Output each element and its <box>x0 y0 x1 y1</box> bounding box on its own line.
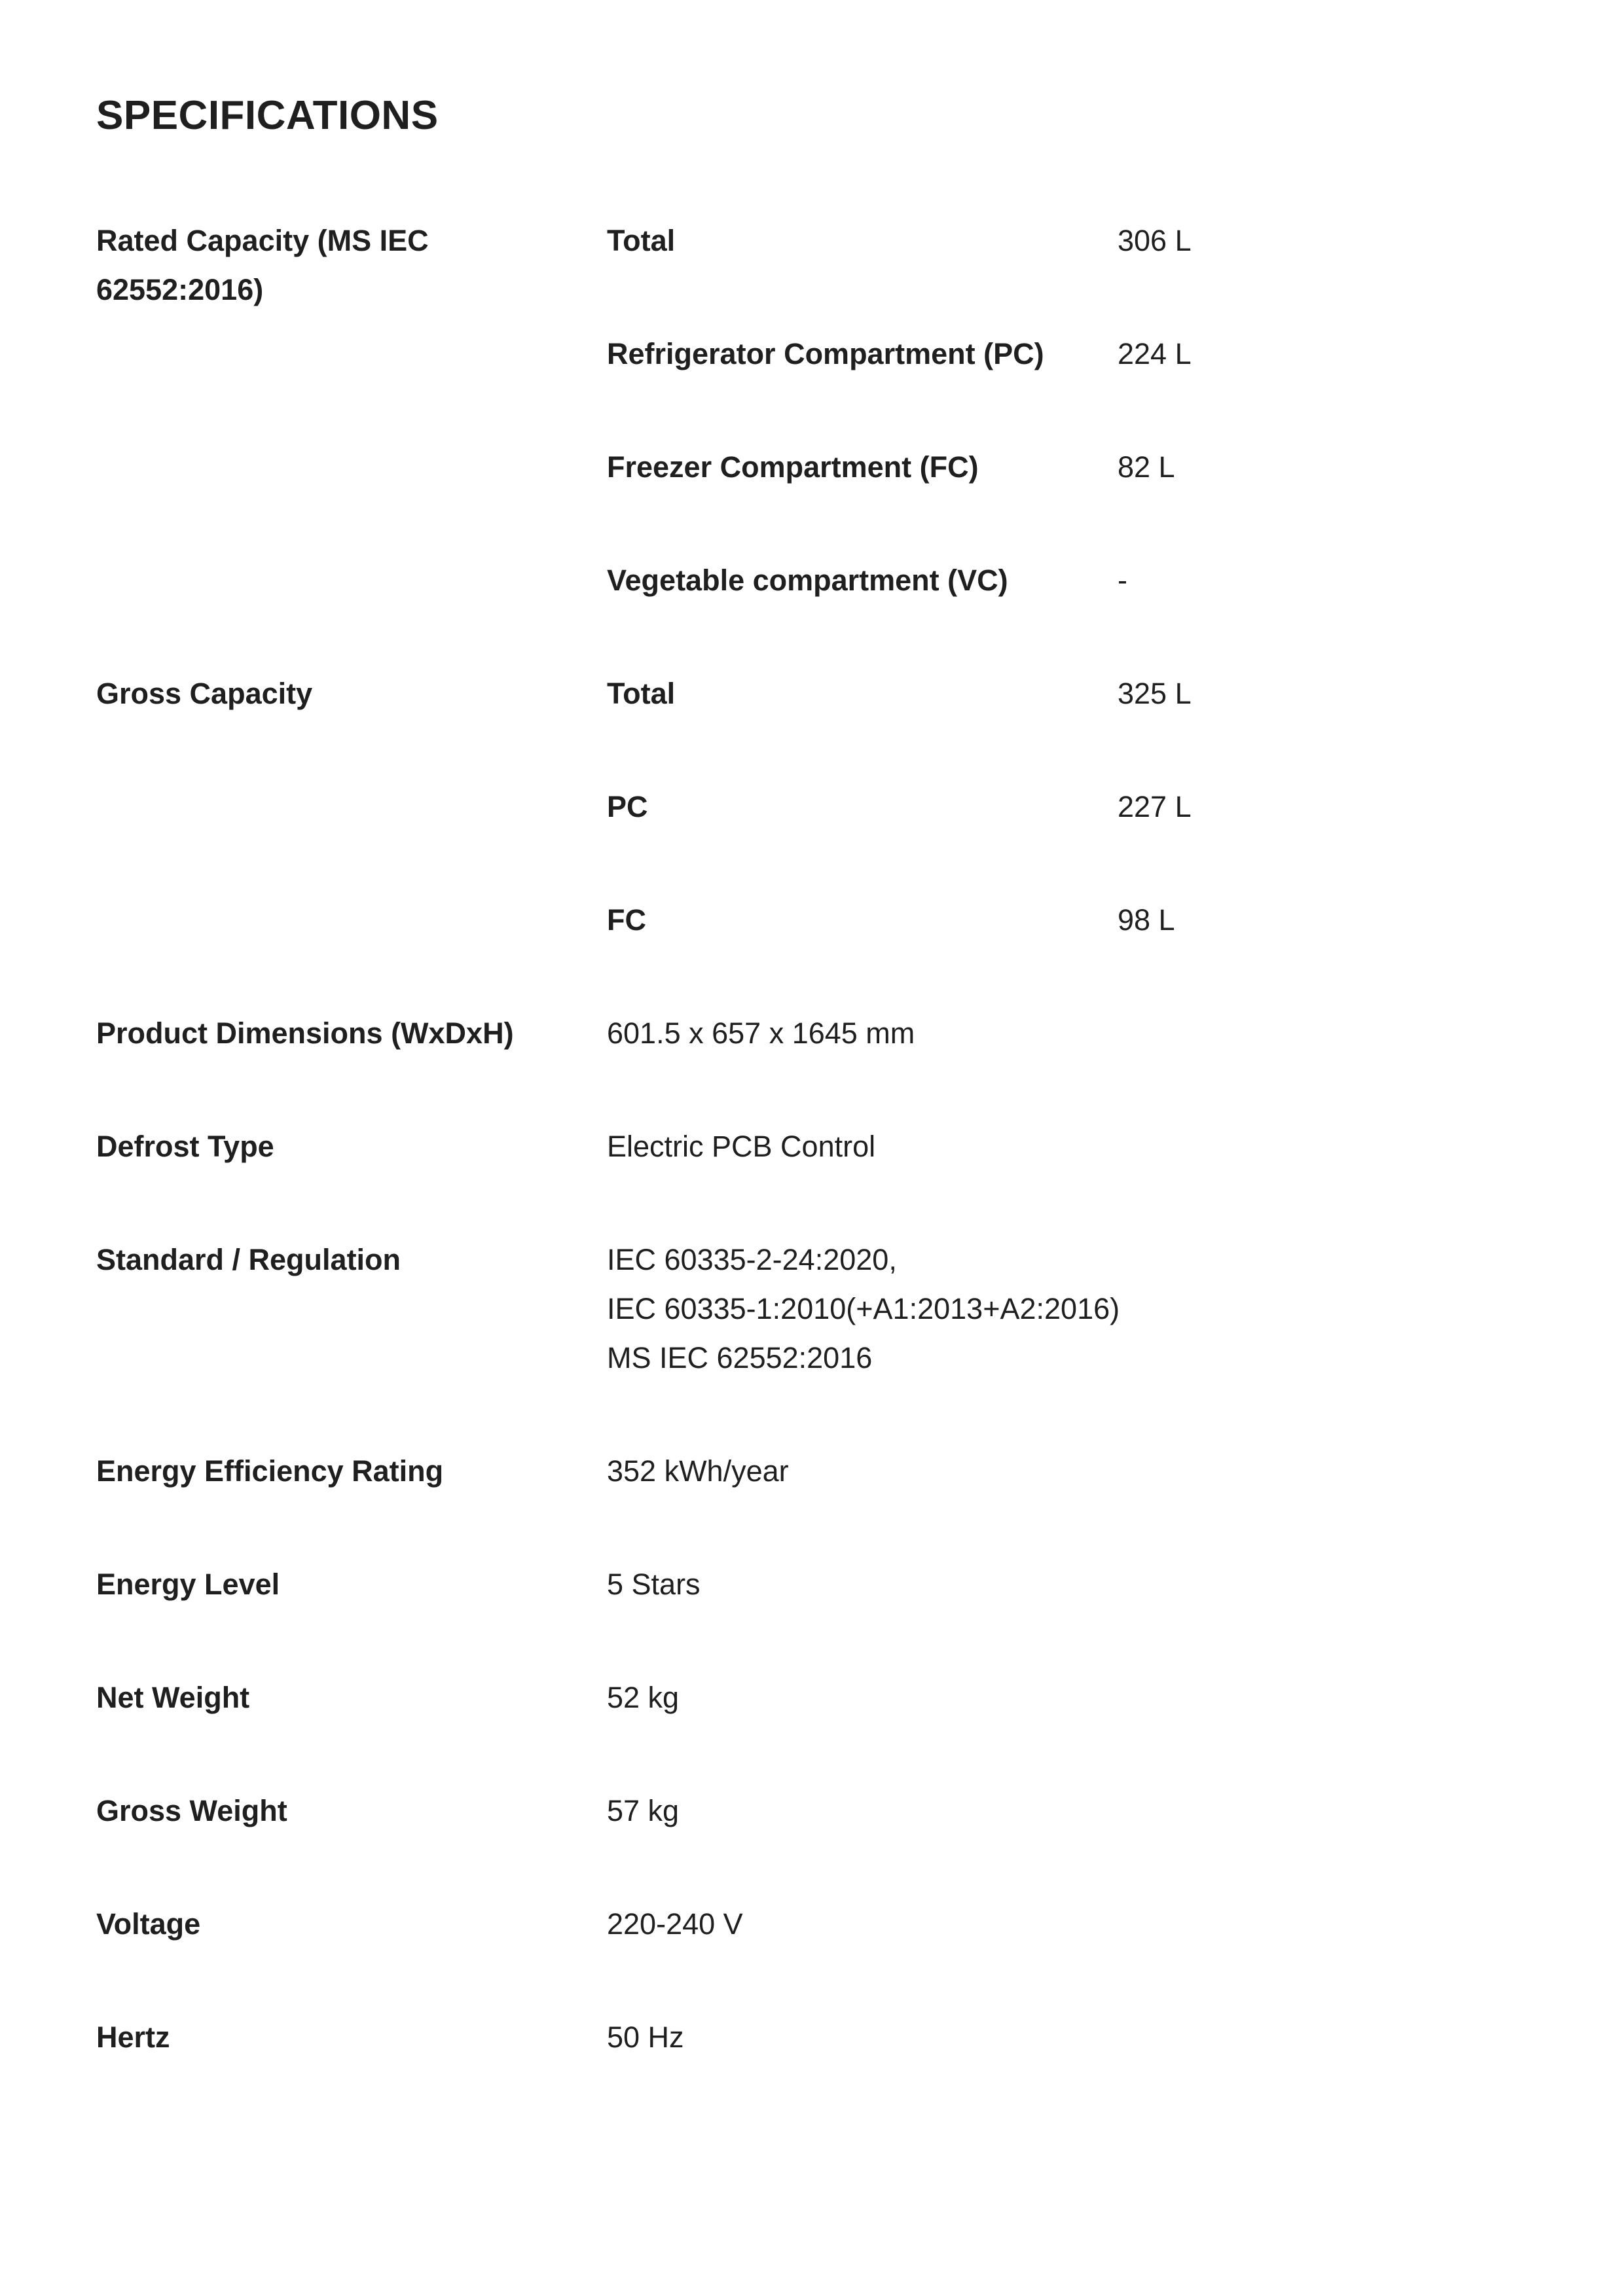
spec-value: 352 kWh/year <box>607 1454 789 1488</box>
spec-label-rated-capacity <box>96 216 555 314</box>
rated-capacity-label-line1: Rated Capacity (MS IEC <box>96 224 429 257</box>
spec-label: Energy Efficiency Rating <box>96 1454 444 1488</box>
spec-value: 5 Stars <box>607 1568 701 1601</box>
spec-sublabel: Vegetable compartment (VC) <box>607 564 1008 597</box>
spec-value: 227 L <box>1118 790 1192 823</box>
spec-value: 224 L <box>1118 337 1192 370</box>
standard-line: IEC 60335-1:2010(+A1:2013+A2:2016) <box>607 1292 1120 1325</box>
spec-sublabel: Total <box>607 677 676 710</box>
spec-value: 57 kg <box>607 1794 680 1827</box>
spec-sublabel: PC <box>607 790 648 823</box>
spec-value-standard <box>607 1235 1523 1382</box>
spec-sublabel: FC <box>607 903 646 937</box>
spec-label: Energy Level <box>96 1568 280 1601</box>
spec-label: Hertz <box>96 2020 170 2054</box>
spec-value: 98 L <box>1118 903 1175 937</box>
spec-value: 220-240 V <box>607 1907 743 1941</box>
page-title: SPECIFICATIONS <box>96 93 439 138</box>
spec-sublabel: Total <box>607 224 676 257</box>
spec-label-gross-capacity: Gross Capacity <box>96 677 313 710</box>
spec-value: - <box>1118 564 1127 597</box>
spec-value: 82 L <box>1118 450 1175 484</box>
spec-label: Product Dimensions (WxDxH) <box>96 1016 514 1050</box>
spec-value: 325 L <box>1118 677 1192 710</box>
spec-value: 306 L <box>1118 224 1192 257</box>
spec-label: Net Weight <box>96 1681 250 1714</box>
standard-line: MS IEC 62552:2016 <box>607 1341 873 1374</box>
spec-value: Electric PCB Control <box>607 1130 876 1163</box>
spec-label: Standard / Regulation <box>96 1243 401 1276</box>
spec-value: 52 kg <box>607 1681 680 1714</box>
spec-label: Defrost Type <box>96 1130 274 1163</box>
spec-label: Voltage <box>96 1907 201 1941</box>
rated-capacity-label-line2: 62552:2016) <box>96 273 264 306</box>
spec-value: 50 Hz <box>607 2020 684 2054</box>
spec-label: Gross Weight <box>96 1794 287 1827</box>
spec-value: 601.5 x 657 x 1645 mm <box>607 1016 915 1050</box>
standard-line: IEC 60335-2-24:2020, <box>607 1243 897 1276</box>
spec-sublabel: Refrigerator Compartment (PC) <box>607 337 1044 370</box>
spec-sublabel: Freezer Compartment (FC) <box>607 450 979 484</box>
